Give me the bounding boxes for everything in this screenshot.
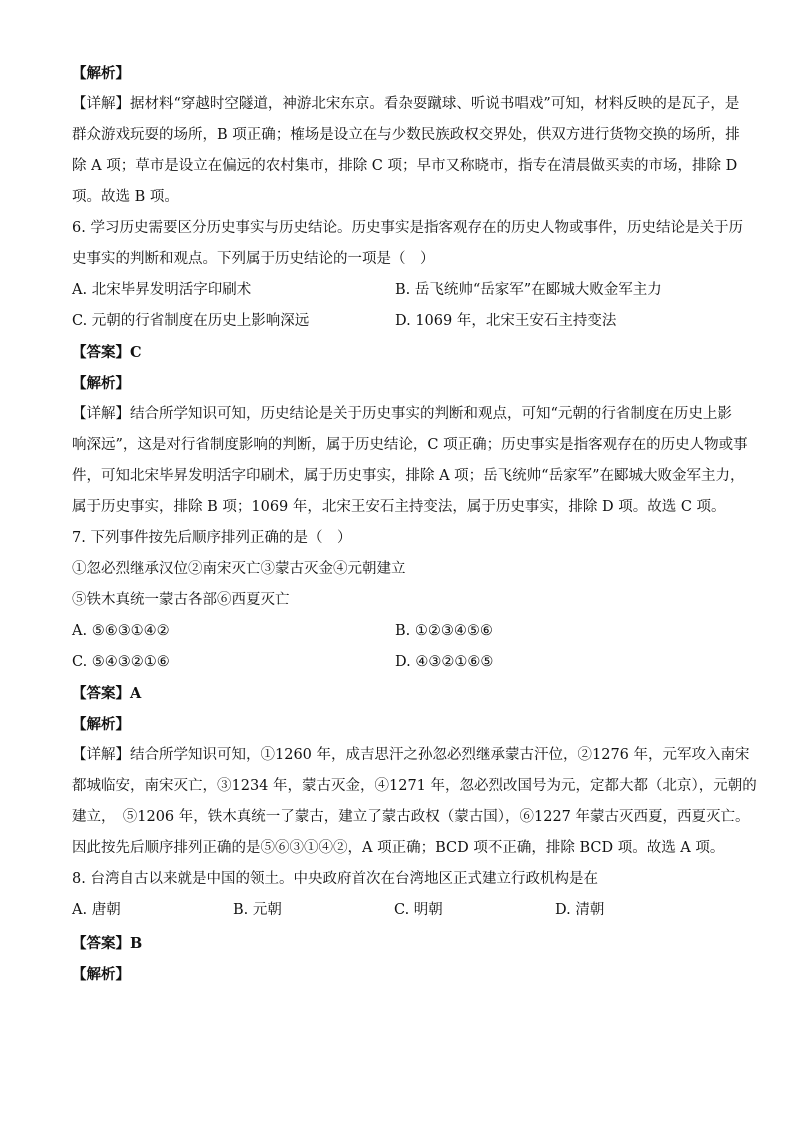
analysis-label: 【解析】 [72,65,130,82]
detail-line: 因此按先后顺序排列正确的是⑤⑥③①④②，A 项正确；BCD 项不正确，排除 BCD 项。故选 A 项。 [72,840,725,856]
option-a: A. 唐朝 [72,902,121,918]
question-8-stem: 8. 台湾自古以来就是中国的领土。中央政府首次在台湾地区正式建立行政机构是在 [72,871,598,887]
detail-line: 项。故选 B 项。 [72,189,179,205]
analysis-label: 【解析】 [72,375,130,392]
answer-label: 【答案】B [72,935,143,952]
detail-line: 属于历史事实，排除 B 项；1069 年，北宋王安石主持变法，属于历史事实，排除 D 项。故选 C 项。 [72,499,726,515]
question-7-options-row-2 [72,647,727,678]
option-c: C. ⑤④③②①⑥ [72,654,170,670]
question-8-options-row [72,895,727,926]
question-6-options-row-2 [72,306,727,337]
analysis-label: 【解析】 [72,966,130,983]
option-b: B. 岳飞统帅“岳家军”在郾城大败金军主力 [395,282,662,298]
question-7-stem: 7. 下列事件按先后顺序排列正确的是（ ） [72,530,352,546]
detail-line: 群众游戏玩耍的场所，B 项正确；榷场是设立在与少数民族政权交界处，供双方进行货物交换的场所，排 [72,127,740,143]
detail-line: 【详解】据材料“穿越时空隧道，神游北宋东京。看杂耍蹴球、听说书唱戏”可知，材料反映的是瓦子，是 [72,96,740,112]
option-c: C. 元朝的行省制度在历史上影响深远 [72,313,310,329]
question-7-options-row-1 [72,616,727,647]
option-d: D. ④③②①⑥⑤ [395,654,494,670]
question-6-stem: 史事实的判断和观点。下列属于历史结论的一项是（ ） [72,251,435,267]
exam-page [72,58,757,990]
option-a: A. ⑤⑥③①④② [72,623,170,639]
events-line: ⑤铁木真统一蒙古各部⑥西夏灭亡 [72,592,290,608]
option-c: C. 明朝 [394,902,443,918]
answer-label: 【答案】A [72,685,142,702]
detail-line: 除 A 项；草市是设立在偏远的农村集市，排除 C 项；早市又称晓市，指专在清晨做买卖的市场，排除 D [72,158,738,174]
detail-line: 都城临安，南宋灭亡，③1234 年，蒙古灭金，④1271 年，忽必烈改国号为元，定都大都（北京），元朝的 [72,778,757,794]
option-a: A. 北宋毕昇发明活字印刷术 [72,282,252,298]
option-b: B. 元朝 [233,902,282,918]
detail-line: 响深远”，这是对行省制度影响的判断，属于历史结论，C 项正确；历史事实是指客观存在的历史人物或事 [72,437,748,453]
question-6-stem: 6. 学习历史需要区分历史事实与历史结论。历史事实是指客观存在的历史人物或事件，历史结论是关于历 [72,220,743,236]
question-6-options-row-1 [72,275,727,306]
option-d: D. 清朝 [555,902,605,918]
detail-line: 建立， ⑤1206 年，铁木真统一了蒙古，建立了蒙古政权（蒙古国），⑥1227 年蒙古灭西夏，西夏灭亡。 [72,809,750,825]
detail-line: 【详解】结合所学知识可知，历史结论是关于历史事实的判断和观点，可知“元朝的行省制度在历史上影 [72,406,732,422]
events-line: ①忽必烈继承汉位②南宋灭亡③蒙古灭金④元朝建立 [72,561,406,577]
option-d: D. 1069 年，北宋王安石主持变法 [395,313,617,329]
detail-line: 【详解】结合所学知识可知，①1260 年，成吉思汗之孙忽必烈继承蒙古汗位，②1276 年，元军攻入南宋 [72,747,750,763]
option-b: B. ①②③④⑤⑥ [395,623,493,639]
detail-line: 件，可知北宋毕昇发明活字印刷术，属于历史事实，排除 A 项；岳飞统帅“岳家军”在郾城大败金军主力， [72,468,745,484]
answer-label: 【答案】C [72,344,142,361]
analysis-label: 【解析】 [72,716,130,733]
